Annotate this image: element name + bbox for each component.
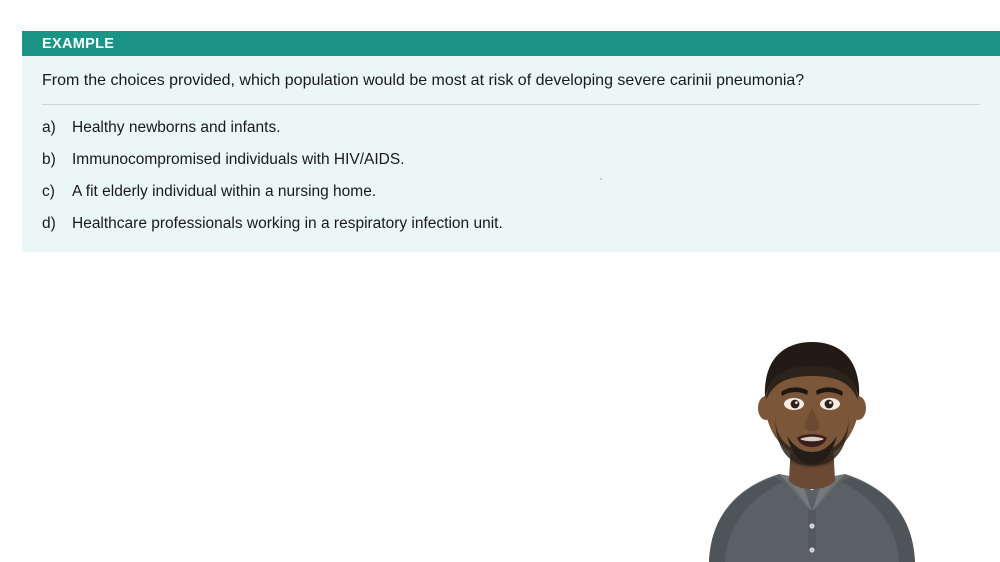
stray-mark <box>600 178 602 180</box>
choice-letter-b: b) <box>42 150 56 168</box>
choice-option-c[interactable] <box>42 182 980 202</box>
example-card <box>22 31 1000 252</box>
choice-text-d: Healthcare professionals working in a respiratory infection unit. <box>72 215 503 233</box>
choice-option-d[interactable] <box>42 214 980 234</box>
choice-letter-d: d) <box>42 215 56 233</box>
choice-letter-c: c) <box>42 182 55 200</box>
choice-text-a: Healthy newborns and infants. <box>72 118 281 136</box>
choice-letter-a: a) <box>42 118 56 136</box>
choice-text-c: A fit elderly individual within a nursing home. <box>72 182 377 200</box>
example-label: EXAMPLE <box>42 35 115 52</box>
choice-text-b: Immunocompromised individuals with HIV/AIDS. <box>72 150 405 168</box>
choices-list <box>22 105 1000 253</box>
example-header-bar <box>22 31 1000 56</box>
choice-option-b[interactable] <box>42 150 980 170</box>
presenter-video <box>683 340 941 562</box>
choice-option-a[interactable] <box>42 118 980 138</box>
question-text: From the choices provided, which population would be most at risk of developing severe carinii pneumonia? <box>42 72 805 89</box>
